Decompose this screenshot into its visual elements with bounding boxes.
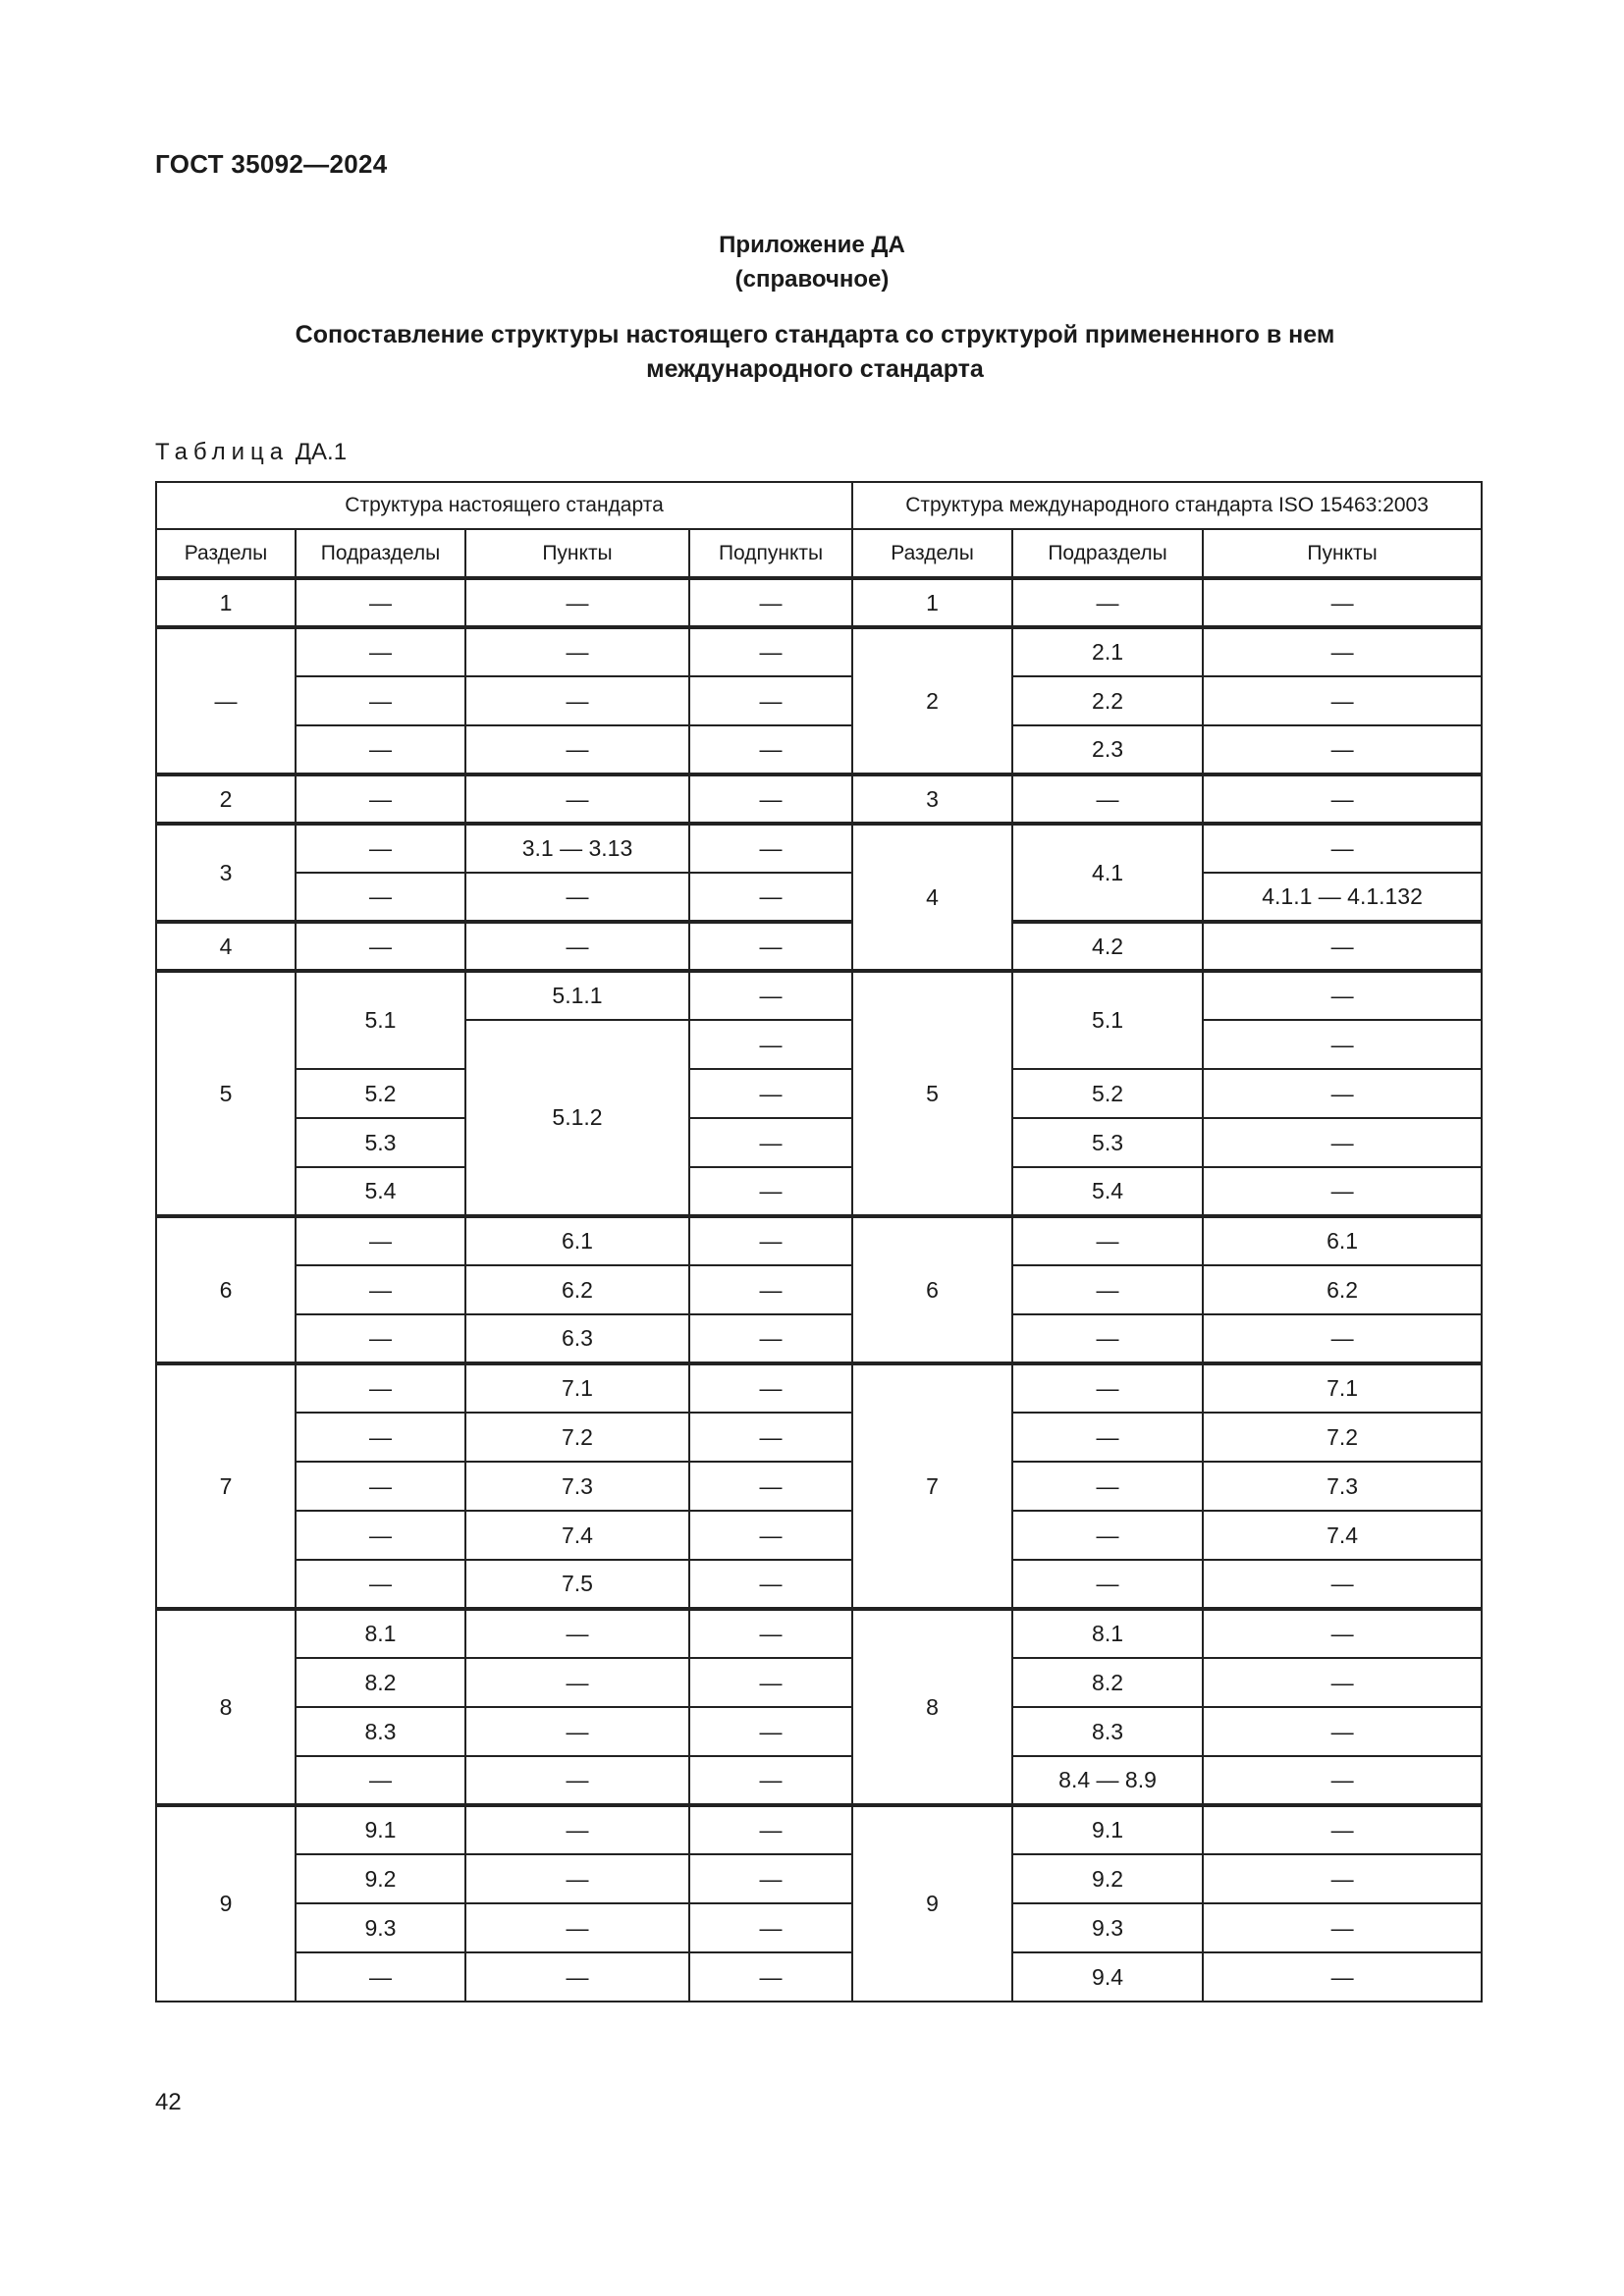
- table-cell: —: [296, 725, 465, 774]
- table-cell: —: [1203, 1020, 1482, 1069]
- table-cell: —: [1203, 1560, 1482, 1609]
- table-cell: —: [689, 578, 852, 627]
- table-cell: 9.3: [1012, 1903, 1203, 1952]
- table-row: [156, 1462, 1482, 1511]
- table-cell: —: [296, 1511, 465, 1560]
- table-cell: 7.3: [1203, 1462, 1482, 1511]
- table-cell: —: [1203, 1707, 1482, 1756]
- table-cell: 9: [852, 1805, 1012, 2002]
- table-cell: —: [296, 1413, 465, 1462]
- table-cell: 2.1: [1012, 627, 1203, 676]
- table-cell: —: [1203, 1854, 1482, 1903]
- table-cell: —: [465, 1952, 689, 2002]
- table-cell: —: [1012, 1363, 1203, 1413]
- heading-line-1: Сопоставление структуры настоящего стандарта со структурой примененного в нем: [295, 321, 1335, 348]
- table-cell: 1: [156, 578, 296, 627]
- table-cell: —: [296, 824, 465, 873]
- table-cell: —: [689, 1560, 852, 1609]
- table-cell: —: [689, 1952, 852, 2002]
- table-cell: —: [1203, 1118, 1482, 1167]
- table-cell: 8: [852, 1609, 1012, 1805]
- group-header-row: [156, 482, 1482, 529]
- table-cell: 9.3: [296, 1903, 465, 1952]
- table-cell: 8.4 — 8.9: [1012, 1756, 1203, 1805]
- table-cell: —: [1012, 1462, 1203, 1511]
- table-cell: 5.1.1: [465, 971, 689, 1020]
- table-row: [156, 627, 1482, 676]
- table-cell: —: [465, 922, 689, 971]
- table-cell: 6: [156, 1216, 296, 1363]
- table-caption: [155, 439, 347, 466]
- table-cell: —: [1203, 774, 1482, 824]
- table-cell: 1: [852, 578, 1012, 627]
- appendix-header: [0, 228, 1624, 296]
- table-cell: 7.1: [465, 1363, 689, 1413]
- table-row: [156, 1069, 1482, 1118]
- table-cell: 7.2: [465, 1413, 689, 1462]
- table-row: [156, 1658, 1482, 1707]
- column-header: Пункты: [1203, 529, 1482, 578]
- table-cell: —: [465, 1707, 689, 1756]
- column-header: Разделы: [852, 529, 1012, 578]
- table-cell: 5.2: [296, 1069, 465, 1118]
- column-header: Разделы: [156, 529, 296, 578]
- table-cell: 8.2: [1012, 1658, 1203, 1707]
- table-row: [156, 1854, 1482, 1903]
- table-cell: 2: [156, 774, 296, 824]
- table-cell: —: [465, 1854, 689, 1903]
- page-number: 42: [155, 2089, 182, 2115]
- document-code: ГОСТ 35092—2024: [155, 149, 388, 179]
- table-cell: —: [296, 1462, 465, 1511]
- table-row: [156, 676, 1482, 725]
- table-cell: 6: [852, 1216, 1012, 1363]
- appendix-title: Приложение ДА: [719, 232, 905, 258]
- table-cell: —: [689, 627, 852, 676]
- table-cell: —: [689, 1118, 852, 1167]
- table-row: [156, 824, 1482, 873]
- table-cell: —: [296, 1560, 465, 1609]
- table-cell: —: [689, 676, 852, 725]
- comparison-table: [155, 481, 1483, 2002]
- table-cell: —: [1012, 1314, 1203, 1363]
- table-row: [156, 873, 1482, 922]
- table-cell: —: [1203, 578, 1482, 627]
- table-cell: —: [689, 1658, 852, 1707]
- table-cell: —: [296, 1265, 465, 1314]
- table-cell: 3: [852, 774, 1012, 824]
- table-cell: —: [1203, 1756, 1482, 1805]
- table-row: [156, 1805, 1482, 1854]
- table-cell: 7.4: [465, 1511, 689, 1560]
- page-heading: [157, 318, 1473, 387]
- table-row: [156, 1216, 1482, 1265]
- table-row: [156, 1118, 1482, 1167]
- table-cell: —: [465, 774, 689, 824]
- table-cell: 9: [156, 1805, 296, 2002]
- table-cell: 4.2: [1012, 922, 1203, 971]
- table-cell: —: [689, 774, 852, 824]
- table-cell: —: [689, 1413, 852, 1462]
- table-cell: —: [1203, 1314, 1482, 1363]
- table-cell: —: [1203, 922, 1482, 971]
- table-row: [156, 1756, 1482, 1805]
- table-cell: 5.1: [1012, 971, 1203, 1069]
- table-cell: —: [465, 578, 689, 627]
- table-cell: 6.3: [465, 1314, 689, 1363]
- table-cell: 6.2: [465, 1265, 689, 1314]
- table-cell: —: [1203, 725, 1482, 774]
- table-cell: 2.3: [1012, 725, 1203, 774]
- table-cell: 7.4: [1203, 1511, 1482, 1560]
- heading-line-2: международного стандарта: [646, 355, 984, 383]
- table-cell: —: [465, 1805, 689, 1854]
- table-cell: 2: [852, 627, 1012, 774]
- table-cell: 6.1: [1203, 1216, 1482, 1265]
- table-cell: —: [689, 971, 852, 1020]
- table-cell: —: [1012, 774, 1203, 824]
- table-row: [156, 1952, 1482, 2002]
- table-cell: —: [465, 1609, 689, 1658]
- table-caption-number: ДА.1: [295, 439, 348, 465]
- table-cell: 7.3: [465, 1462, 689, 1511]
- table-cell: 4.1.1 — 4.1.132: [1203, 873, 1482, 922]
- table-row: [156, 1609, 1482, 1658]
- table-cell: —: [1203, 627, 1482, 676]
- column-header: Подразделы: [1012, 529, 1203, 578]
- table-cell: —: [1203, 1952, 1482, 2002]
- table-cell: —: [1203, 824, 1482, 873]
- table-cell: 7.5: [465, 1560, 689, 1609]
- table-cell: 9.2: [296, 1854, 465, 1903]
- table-cell: 5: [156, 971, 296, 1216]
- table-cell: —: [689, 725, 852, 774]
- table-cell: 7.2: [1203, 1413, 1482, 1462]
- table-row: [156, 1903, 1482, 1952]
- table-cell: —: [689, 922, 852, 971]
- table-cell: 5.1: [296, 971, 465, 1069]
- table-cell: —: [1012, 578, 1203, 627]
- table-cell: 5: [852, 971, 1012, 1216]
- table-cell: —: [689, 1854, 852, 1903]
- table-cell: 8.3: [1012, 1707, 1203, 1756]
- table-row: [156, 1265, 1482, 1314]
- table-cell: —: [296, 627, 465, 676]
- table-cell: —: [1203, 1805, 1482, 1854]
- table-cell: —: [465, 725, 689, 774]
- table-cell: —: [296, 1363, 465, 1413]
- column-header: Пункты: [465, 529, 689, 578]
- table-cell: —: [1012, 1560, 1203, 1609]
- column-header-row: [156, 529, 1482, 578]
- table-cell: 6.1: [465, 1216, 689, 1265]
- table-cell: —: [689, 1903, 852, 1952]
- table-cell: 4.1: [1012, 824, 1203, 922]
- table-cell: 9.4: [1012, 1952, 1203, 2002]
- group-header-national: Структура настоящего стандарта: [156, 482, 852, 529]
- table-cell: —: [1203, 1658, 1482, 1707]
- table-cell: —: [689, 1167, 852, 1216]
- table-cell: —: [156, 627, 296, 774]
- table-cell: —: [689, 1805, 852, 1854]
- table-cell: 4: [852, 824, 1012, 971]
- table-cell: —: [689, 1609, 852, 1658]
- table-cell: 8: [156, 1609, 296, 1805]
- table-cell: 8.2: [296, 1658, 465, 1707]
- table-cell: 5.4: [1012, 1167, 1203, 1216]
- table-cell: —: [689, 1707, 852, 1756]
- table-cell: —: [1012, 1511, 1203, 1560]
- table-cell: 5.1.2: [465, 1020, 689, 1216]
- table-row: [156, 1167, 1482, 1216]
- table-cell: —: [296, 1756, 465, 1805]
- table-cell: 3: [156, 824, 296, 922]
- table-row: [156, 725, 1482, 774]
- table-cell: —: [296, 873, 465, 922]
- table-cell: —: [296, 1314, 465, 1363]
- table-cell: —: [1012, 1413, 1203, 1462]
- table-cell: —: [689, 1216, 852, 1265]
- appendix-type: (справочное): [734, 266, 890, 293]
- table-cell: —: [465, 676, 689, 725]
- table-cell: 9.1: [1012, 1805, 1203, 1854]
- column-header: Подразделы: [296, 529, 465, 578]
- table-cell: —: [689, 1363, 852, 1413]
- table-row: [156, 1363, 1482, 1413]
- table-cell: —: [689, 824, 852, 873]
- table-cell: —: [296, 676, 465, 725]
- table-cell: —: [296, 1952, 465, 2002]
- table-cell: —: [689, 1265, 852, 1314]
- table-cell: 9.2: [1012, 1854, 1203, 1903]
- table-cell: 7: [852, 1363, 1012, 1609]
- table-cell: —: [296, 922, 465, 971]
- table-cell: 4: [156, 922, 296, 971]
- table-cell: —: [1203, 1903, 1482, 1952]
- column-header: Подпункты: [689, 529, 852, 578]
- table-cell: —: [689, 1314, 852, 1363]
- table-row: [156, 1707, 1482, 1756]
- table-row: [156, 774, 1482, 824]
- table-cell: 7: [156, 1363, 296, 1609]
- table-cell: 5.2: [1012, 1069, 1203, 1118]
- table-cell: —: [296, 1216, 465, 1265]
- table-caption-label: Таблица: [155, 439, 290, 465]
- table-cell: —: [1203, 1167, 1482, 1216]
- table-cell: —: [465, 873, 689, 922]
- table-cell: —: [1012, 1265, 1203, 1314]
- table-cell: —: [689, 873, 852, 922]
- table-cell: —: [689, 1756, 852, 1805]
- table-cell: 8.3: [296, 1707, 465, 1756]
- table-cell: —: [296, 774, 465, 824]
- table-cell: 8.1: [296, 1609, 465, 1658]
- table-row: [156, 578, 1482, 627]
- table-row: [156, 971, 1482, 1020]
- table-cell: —: [296, 578, 465, 627]
- table-cell: 8.1: [1012, 1609, 1203, 1658]
- table-cell: 7.1: [1203, 1363, 1482, 1413]
- table-cell: 5.3: [296, 1118, 465, 1167]
- table-row: [156, 1314, 1482, 1363]
- table-cell: —: [689, 1020, 852, 1069]
- group-header-international: Структура международного стандарта ISO 15463:2003: [852, 482, 1482, 529]
- table-row: [156, 1560, 1482, 1609]
- table-cell: 5.4: [296, 1167, 465, 1216]
- table-cell: —: [1203, 1069, 1482, 1118]
- table-cell: —: [465, 1756, 689, 1805]
- table-cell: 3.1 — 3.13: [465, 824, 689, 873]
- table-cell: 6.2: [1203, 1265, 1482, 1314]
- table-row: [156, 1511, 1482, 1560]
- table-cell: —: [465, 627, 689, 676]
- table-cell: 9.1: [296, 1805, 465, 1854]
- table-cell: —: [689, 1069, 852, 1118]
- table-body: [156, 482, 1482, 2002]
- table-cell: 5.3: [1012, 1118, 1203, 1167]
- table-cell: —: [1012, 1216, 1203, 1265]
- table-cell: —: [689, 1511, 852, 1560]
- table-cell: 2.2: [1012, 676, 1203, 725]
- table-cell: —: [689, 1462, 852, 1511]
- table-cell: —: [465, 1903, 689, 1952]
- table-cell: —: [1203, 1609, 1482, 1658]
- table-cell: —: [1203, 676, 1482, 725]
- table-row: [156, 922, 1482, 971]
- table-row: [156, 1413, 1482, 1462]
- table-cell: —: [1203, 971, 1482, 1020]
- table-cell: —: [465, 1658, 689, 1707]
